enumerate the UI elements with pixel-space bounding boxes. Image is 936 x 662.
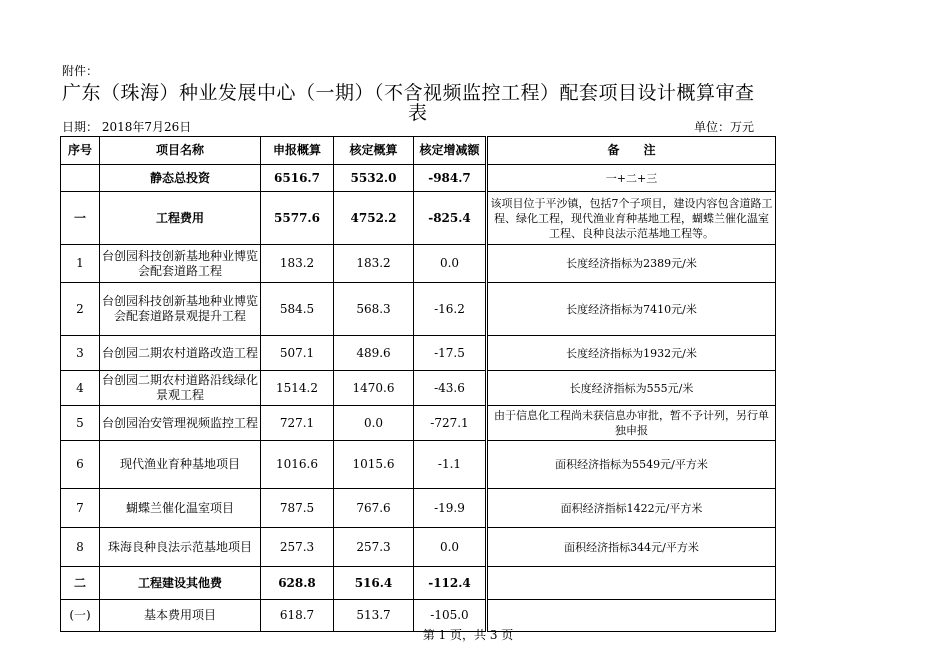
cell-note: 长度经济指标为7410元/米 bbox=[487, 283, 776, 336]
table-row bbox=[61, 567, 776, 600]
cell-no: 3 bbox=[61, 336, 100, 371]
cell-name: 珠海良种良法示范基地项目 bbox=[100, 528, 261, 567]
cell-approved: 767.6 bbox=[334, 489, 414, 528]
table-row bbox=[61, 371, 776, 406]
document-title-wrap: 表 bbox=[408, 102, 428, 124]
cell-diff: -1.1 bbox=[414, 441, 487, 489]
page-footer: 第 1 页，共 3 页 bbox=[422, 628, 514, 642]
cell-no: 二 bbox=[61, 567, 100, 600]
cell-name: 台创园科技创新基地种业博览会配套道路景观提升工程 bbox=[100, 283, 261, 336]
cell-approved: 1470.6 bbox=[334, 371, 414, 406]
cell-name: 台创园二期农村道路改造工程 bbox=[100, 336, 261, 371]
cell-declared: 1514.2 bbox=[261, 371, 334, 406]
cell-declared: 1016.6 bbox=[261, 441, 334, 489]
cell-declared: 257.3 bbox=[261, 528, 334, 567]
cell-note: 一+二+三 bbox=[487, 165, 776, 192]
cell-declared: 628.8 bbox=[261, 567, 334, 600]
cell-approved: 513.7 bbox=[334, 600, 414, 632]
cell-diff: -17.5 bbox=[414, 336, 487, 371]
cell-note: 长度经济指标为2389元/米 bbox=[487, 245, 776, 283]
cell-name: 基本费用项目 bbox=[100, 600, 261, 632]
cell-note: 长度经济指标为1932元/米 bbox=[487, 336, 776, 371]
table-row bbox=[61, 245, 776, 283]
table-row bbox=[61, 165, 776, 192]
cell-no: 5 bbox=[61, 406, 100, 441]
unit-label: 单位：万元 bbox=[694, 120, 755, 134]
cell-diff: -105.0 bbox=[414, 600, 487, 632]
cell-diff: 0.0 bbox=[414, 528, 487, 567]
cell-no bbox=[61, 165, 100, 192]
cell-note: 该项目位于平沙镇，包括7个子项目，建设内容包含道路工程、绿化工程，现代渔业育种基地工程，蝴蝶兰催化温室工程、良种良法示范基地工程等。 bbox=[487, 192, 776, 245]
cell-approved: 489.6 bbox=[334, 336, 414, 371]
cell-name: 台创园二期农村道路沿线绿化景观工程 bbox=[100, 371, 261, 406]
cell-declared: 6516.7 bbox=[261, 165, 334, 192]
cell-no: 4 bbox=[61, 371, 100, 406]
cell-note: 面积经济指标344元/平方米 bbox=[487, 528, 776, 567]
cell-approved: 0.0 bbox=[334, 406, 414, 441]
cell-declared: 183.2 bbox=[261, 245, 334, 283]
cell-declared: 618.7 bbox=[261, 600, 334, 632]
col-header-name: 项目名称 bbox=[100, 137, 261, 165]
cell-no: 7 bbox=[61, 489, 100, 528]
cell-no: 1 bbox=[61, 245, 100, 283]
cell-approved: 568.3 bbox=[334, 283, 414, 336]
col-header-approved: 核定概算 bbox=[334, 137, 414, 165]
cell-diff: -825.4 bbox=[414, 192, 487, 245]
cell-name: 静态总投资 bbox=[100, 165, 261, 192]
cell-name: 蝴蝶兰催化温室项目 bbox=[100, 489, 261, 528]
cell-no: 8 bbox=[61, 528, 100, 567]
cell-approved: 183.2 bbox=[334, 245, 414, 283]
cell-no: 2 bbox=[61, 283, 100, 336]
document-title: 广东（珠海）种业发展中心（一期）（不含视频监控工程）配套项目设计概算审查 bbox=[62, 82, 755, 104]
cell-no: (一) bbox=[61, 600, 100, 632]
cell-diff: -43.6 bbox=[414, 371, 487, 406]
cell-note: 由于信息化工程尚未获信息办审批，暂不予计列，另行单独申报 bbox=[487, 406, 776, 441]
cell-diff: -16.2 bbox=[414, 283, 487, 336]
table-row bbox=[61, 283, 776, 336]
review-table bbox=[60, 136, 776, 632]
cell-approved: 257.3 bbox=[334, 528, 414, 567]
col-header-no: 序号 bbox=[61, 137, 100, 165]
date-label: 日期： 2018年7月26日 bbox=[62, 120, 192, 134]
cell-declared: 727.1 bbox=[261, 406, 334, 441]
cell-diff: -19.9 bbox=[414, 489, 487, 528]
cell-approved: 5532.0 bbox=[334, 165, 414, 192]
cell-diff: -984.7 bbox=[414, 165, 487, 192]
cell-note: 面积经济指标1422元/平方米 bbox=[487, 489, 776, 528]
cell-name: 台创园治安管理视频监控工程 bbox=[100, 406, 261, 441]
cell-diff: -112.4 bbox=[414, 567, 487, 600]
table-row bbox=[61, 192, 776, 245]
cell-note bbox=[487, 567, 776, 600]
cell-note: 面积经济指标为5549元/平方米 bbox=[487, 441, 776, 489]
table-row bbox=[61, 528, 776, 567]
cell-declared: 5577.6 bbox=[261, 192, 334, 245]
cell-declared: 787.5 bbox=[261, 489, 334, 528]
table-row bbox=[61, 336, 776, 371]
cell-name: 现代渔业育种基地项目 bbox=[100, 441, 261, 489]
cell-approved: 1015.6 bbox=[334, 441, 414, 489]
table-row bbox=[61, 406, 776, 441]
cell-diff: -727.1 bbox=[414, 406, 487, 441]
cell-no: 6 bbox=[61, 441, 100, 489]
cell-diff: 0.0 bbox=[414, 245, 487, 283]
cell-approved: 516.4 bbox=[334, 567, 414, 600]
col-header-diff: 核定增减额 bbox=[414, 137, 487, 165]
cell-note: 长度经济指标为555元/米 bbox=[487, 371, 776, 406]
cell-name: 工程费用 bbox=[100, 192, 261, 245]
cell-approved: 4752.2 bbox=[334, 192, 414, 245]
col-header-declared: 申报概算 bbox=[261, 137, 334, 165]
cell-no: 一 bbox=[61, 192, 100, 245]
table-row bbox=[61, 441, 776, 489]
cell-declared: 507.1 bbox=[261, 336, 334, 371]
table-header-row bbox=[61, 137, 776, 165]
cell-name: 台创园科技创新基地种业博览会配套道路工程 bbox=[100, 245, 261, 283]
col-header-note: 备 注 bbox=[487, 137, 776, 165]
cell-name: 工程建设其他费 bbox=[100, 567, 261, 600]
attachment-label: 附件： bbox=[62, 64, 99, 78]
table-row bbox=[61, 489, 776, 528]
cell-declared: 584.5 bbox=[261, 283, 334, 336]
